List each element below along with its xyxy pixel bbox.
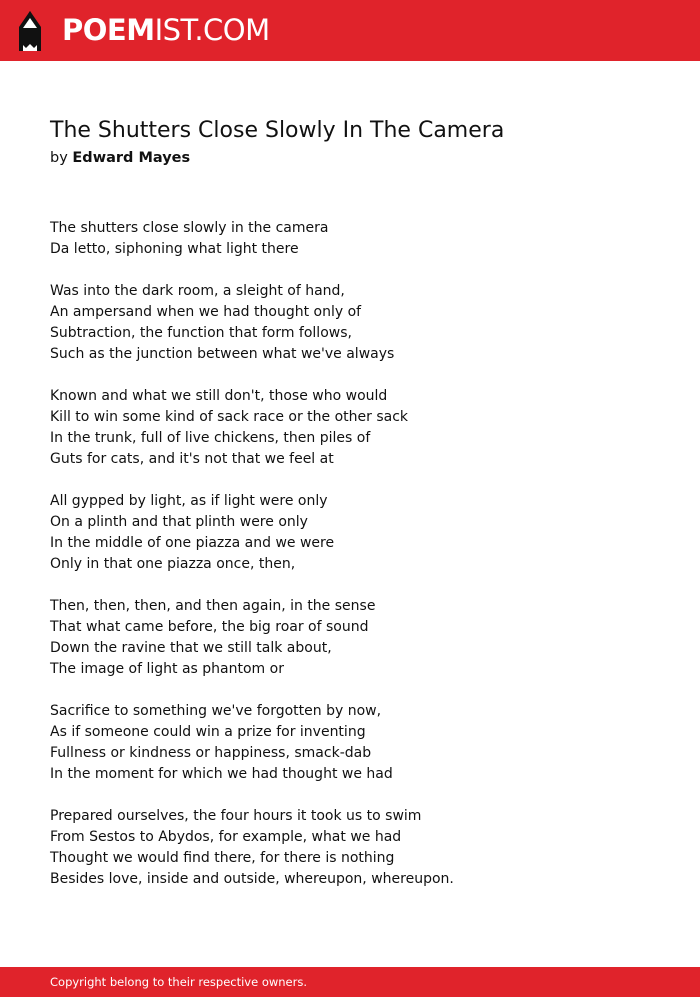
stanza xyxy=(50,491,670,575)
poem-line: On a plinth and that plinth were only xyxy=(50,514,308,530)
stanza xyxy=(50,596,670,680)
pencil-icon xyxy=(18,10,42,52)
poem-line: As if someone could win a prize for inventing xyxy=(50,724,366,740)
stanza xyxy=(50,218,670,260)
poem-line: From Sestos to Abydos, for example, what we had xyxy=(50,829,402,845)
poem-line: Then, then, then, and then again, in the sense xyxy=(50,598,376,614)
author-name: Edward Mayes xyxy=(72,150,191,166)
stanza xyxy=(50,386,670,470)
copyright-notice: Copyright belong to their respective owners. xyxy=(50,975,308,989)
poem-line: Only in that one piazza once, then, xyxy=(50,556,296,572)
site-logo[interactable] xyxy=(62,12,270,48)
poem-body xyxy=(50,218,670,911)
poem-line: Thought we would find there, for there is nothing xyxy=(50,850,395,866)
poem-line: Such as the junction between what we've always xyxy=(50,346,395,362)
byline xyxy=(50,148,190,168)
poem-line: Besides love, inside and outside, whereupon, whereupon. xyxy=(50,871,454,887)
poem-line: All gypped by light, as if light were only xyxy=(50,493,328,509)
poem-line: The shutters close slowly in the camera xyxy=(50,220,329,236)
stanza xyxy=(50,806,670,890)
poem-line: Kill to win some kind of sack race or the other sack xyxy=(50,409,409,425)
poem-line: In the moment for which we had thought we had xyxy=(50,766,393,782)
poem-line: Down the ravine that we still talk about, xyxy=(50,640,332,656)
logo-text-light: IST.COM xyxy=(154,13,270,47)
poem-line: In the trunk, full of live chickens, then piles of xyxy=(50,430,371,446)
stanza xyxy=(50,281,670,365)
poem-title: The Shutters Close Slowly In The Camera xyxy=(50,118,505,143)
poem-line: That what came before, the big roar of sound xyxy=(50,619,369,635)
stanza xyxy=(50,701,670,785)
poem-line: In the middle of one piazza and we were xyxy=(50,535,335,551)
poem-line: Prepared ourselves, the four hours it took us to swim xyxy=(50,808,422,824)
poem-line: Da letto, siphoning what light there xyxy=(50,241,299,257)
poem-line: Known and what we still don't, those who would xyxy=(50,388,388,404)
poem-line: Was into the dark room, a sleight of hand, xyxy=(50,283,345,299)
poem-line: Subtraction, the function that form follows, xyxy=(50,325,352,341)
byline-label: by xyxy=(50,150,68,166)
poem-line: Guts for cats, and it's not that we feel at xyxy=(50,451,334,467)
poem-line: The image of light as phantom or xyxy=(50,661,284,677)
site-footer xyxy=(0,967,700,997)
logo-text-bold: POEM xyxy=(62,13,155,47)
site-header xyxy=(0,0,700,61)
poem-line: Sacrifice to something we've forgotten by now, xyxy=(50,703,382,719)
poem-line: An ampersand when we had thought only of xyxy=(50,304,362,320)
poem-line: Fullness or kindness or happiness, smack-dab xyxy=(50,745,372,761)
